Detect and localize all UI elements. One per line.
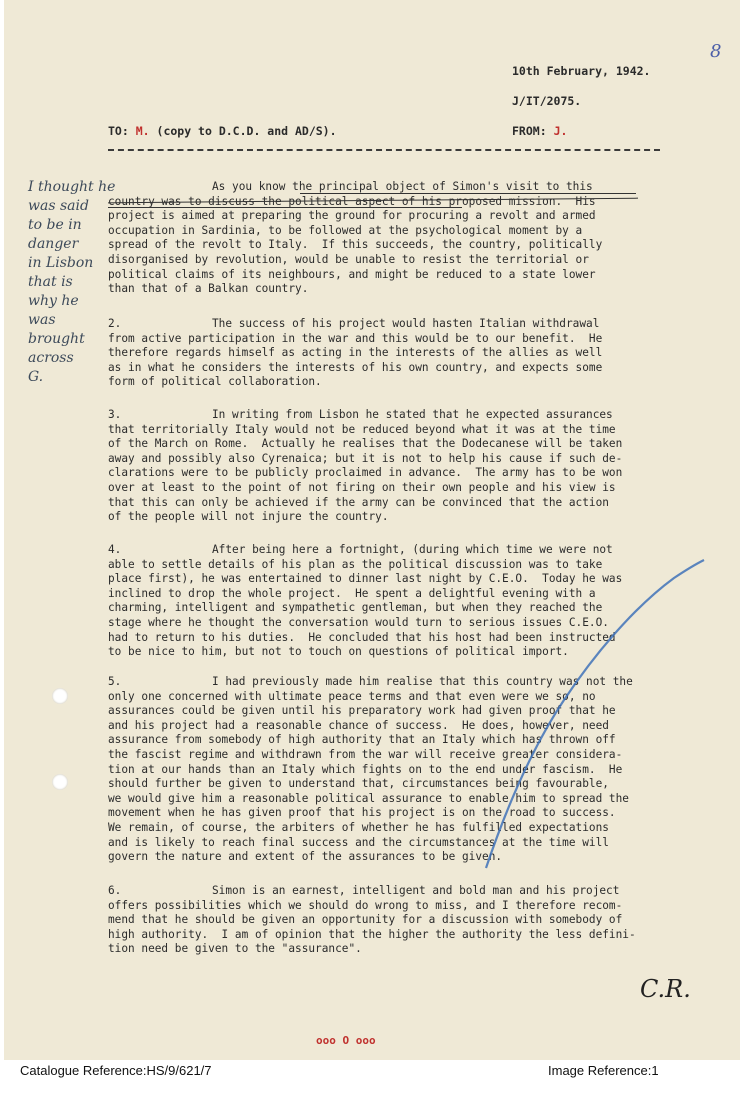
paragraph-line: therefore regards himself as acting in the interests of the allies as well (108, 346, 603, 360)
paragraph-line: spread of the revolt to Italy. If this succeeds, the country, politically (108, 238, 603, 252)
signature: C.R. (640, 975, 691, 1003)
paragraph-2 (108, 317, 602, 390)
paragraph-line: inclined to drop the whole project. He spent a delightful evening with a (108, 586, 596, 600)
paragraph-4 (108, 543, 622, 660)
paragraph-line: assurance from somebody of high authority that an Italy which has thrown off (108, 733, 616, 747)
catalogue-reference: Catalogue Reference:HS/9/621/7 (20, 1063, 212, 1078)
punch-hole (52, 774, 68, 790)
paragraph-line: charming, intelligent and sympathetic gentleman, but when they reached the (108, 601, 603, 615)
paragraph-line: movement when he has given proof that his project is on the road to success. (108, 806, 616, 820)
paragraph-line: than that of a Balkan country. (108, 282, 309, 296)
margin-note-line: that is (28, 274, 73, 290)
paragraph-line: over at least to the point of not firing on their own people and his view is (108, 480, 616, 494)
paragraph-line: The success of his project would hasten Italian withdrawal (212, 317, 600, 330)
paragraph-line: govern the nature and extent of the assurances to be given. (108, 850, 503, 864)
from-label: FROM: (512, 124, 547, 138)
margin-note-line: danger (28, 236, 79, 252)
paragraph-line: occupation in Sardinia, to be followed at the psychological moment by a (108, 223, 583, 237)
paragraph-2-number: 2. (108, 317, 122, 330)
paragraph-line: As you know the principal object of Simon's visit to this (212, 180, 593, 193)
paragraph-1 (108, 180, 602, 297)
paragraph-3 (108, 408, 622, 525)
paragraph-6-number: 6. (108, 884, 122, 897)
paragraph-line: as in what he considers the interests of his own country, and expects some (108, 360, 603, 374)
paragraph-3-number: 3. (108, 408, 122, 421)
page-marker: ooo O ooo (316, 1034, 376, 1047)
paragraph-line: only one concerned with ultimate peace terms and that even were we so, no (108, 689, 596, 703)
paragraph-line: mend that he should be given an opportunity for a discussion with somebody of (108, 913, 623, 927)
document-date: 10th February, 1942. (512, 64, 651, 78)
paragraph-5-number: 5. (108, 675, 122, 688)
paragraph-line: project is aimed at preparing the ground for procuring a revolt and armed (108, 209, 596, 223)
paragraph-line: assurances could be given until his preparatory work had given proof that he (108, 704, 616, 718)
paragraph-line: able to settle details of his plan as the political discussion was to take (108, 557, 603, 571)
paragraph-line: After being here a fortnight, (during which time we were not (212, 543, 613, 556)
underline-mark (108, 207, 462, 208)
underline-mark (300, 193, 636, 194)
to-copy: (copy to D.C.D. and AD/S). (156, 124, 337, 138)
paragraph-line: tion need be given to the "assurance". (108, 942, 362, 956)
paragraph-line: clarations were to be publicly proclaimed in advance. The army has to be won (108, 466, 623, 480)
document-reference: J/IT/2075. (512, 94, 582, 108)
paragraph-line: of the March on Rome. Actually he realises that the Dodecanese will be taken (108, 437, 623, 451)
paragraph-line: disorganised by revolution, would be unable to resist the territorial or (108, 252, 589, 266)
punch-hole (52, 688, 68, 704)
margin-note-line: why he (28, 293, 79, 309)
paragraph-line: country was to discuss the political aspect of his proposed mission. His (108, 194, 596, 208)
paragraph-line: away and possibly also Cyrenaica; but it is not to help his cause if such de- (108, 451, 623, 465)
paragraph-line: should further be given to understand that, circumstances being favourable, (108, 777, 609, 791)
margin-note-line: brought (28, 331, 85, 347)
paragraph-line: of the people will not injure the country. (108, 510, 389, 524)
paragraph-line: and is likely to reach final success and the circumstances at the time will (108, 835, 609, 849)
paragraph-line: to be nice to him, but not to touch on questions of political import. (108, 645, 569, 659)
paragraph-line: high authority. I am of opinion that the higher the authority the less defini- (108, 927, 636, 941)
paragraph-line: stage where he thought the conversation would turn to serious issues C.E.O. (108, 615, 609, 629)
margin-note-line: in Lisbon (28, 255, 94, 271)
paragraph-line: that territorially Italy would not be reduced beyond what it was at the time (108, 422, 616, 436)
paragraph-line: political claims of its neighbours, and might be reduced to a state lower (108, 267, 596, 281)
margin-note-line: I thought he (28, 179, 116, 195)
paragraph-line: tion at our hands than an Italy which fights on to the end under fascism. He (108, 762, 623, 776)
image-reference: Image Reference:1 (548, 1063, 659, 1078)
from-line (512, 124, 567, 138)
paragraph-line: we would give him a reasonable political assurance to enable him to spread the (108, 791, 629, 805)
from-name: J. (553, 124, 568, 138)
paragraph-line: form of political collaboration. (108, 375, 322, 389)
to-name: M. (135, 124, 150, 138)
page-number: 8 (710, 41, 722, 62)
paragraph-6 (108, 884, 636, 957)
paragraph-line: We remain, of course, the arbiters of whether he has fulfilled expectations (108, 820, 609, 834)
margin-note-line: to be in (28, 217, 82, 233)
paragraph-line: Simon is an earnest, intelligent and bold man and his project (212, 884, 620, 897)
paragraph-5 (108, 675, 633, 865)
margin-note-line: G. (28, 369, 44, 385)
paragraph-line: from active participation in the war and this would be to our benefit. He (108, 331, 603, 345)
margin-note-line: was said (28, 198, 89, 214)
to-label: TO: (108, 124, 129, 138)
paragraph-line: I had previously made him realise that this country was not the (212, 675, 633, 688)
paragraph-line: that this can only be achieved if the army can be convinced that the action (108, 495, 609, 509)
paragraph-line: and his project had a reasonable chance of success. He does, however, need (108, 718, 609, 732)
margin-note-line: across (28, 350, 74, 366)
paragraph-line: the fascist regime and withdrawn from the war will receive greater considera- (108, 747, 623, 761)
to-line (108, 124, 337, 138)
paragraph-4-number: 4. (108, 543, 122, 556)
paragraph-line: place first), he was entertained to dinner last night by C.E.O. Today he was (108, 572, 623, 586)
paragraph-line: In writing from Lisbon he stated that he expected assurances (212, 408, 613, 421)
paragraph-line: had to return to his duties. He concluded that his host had been instructed (108, 630, 616, 644)
paragraph-line: offers possibilities which we should do wrong to miss, and I therefore recom- (108, 898, 623, 912)
header-divider (108, 149, 660, 151)
margin-note (28, 178, 115, 387)
margin-note-line: was (28, 312, 56, 328)
document-page (4, 0, 740, 1060)
